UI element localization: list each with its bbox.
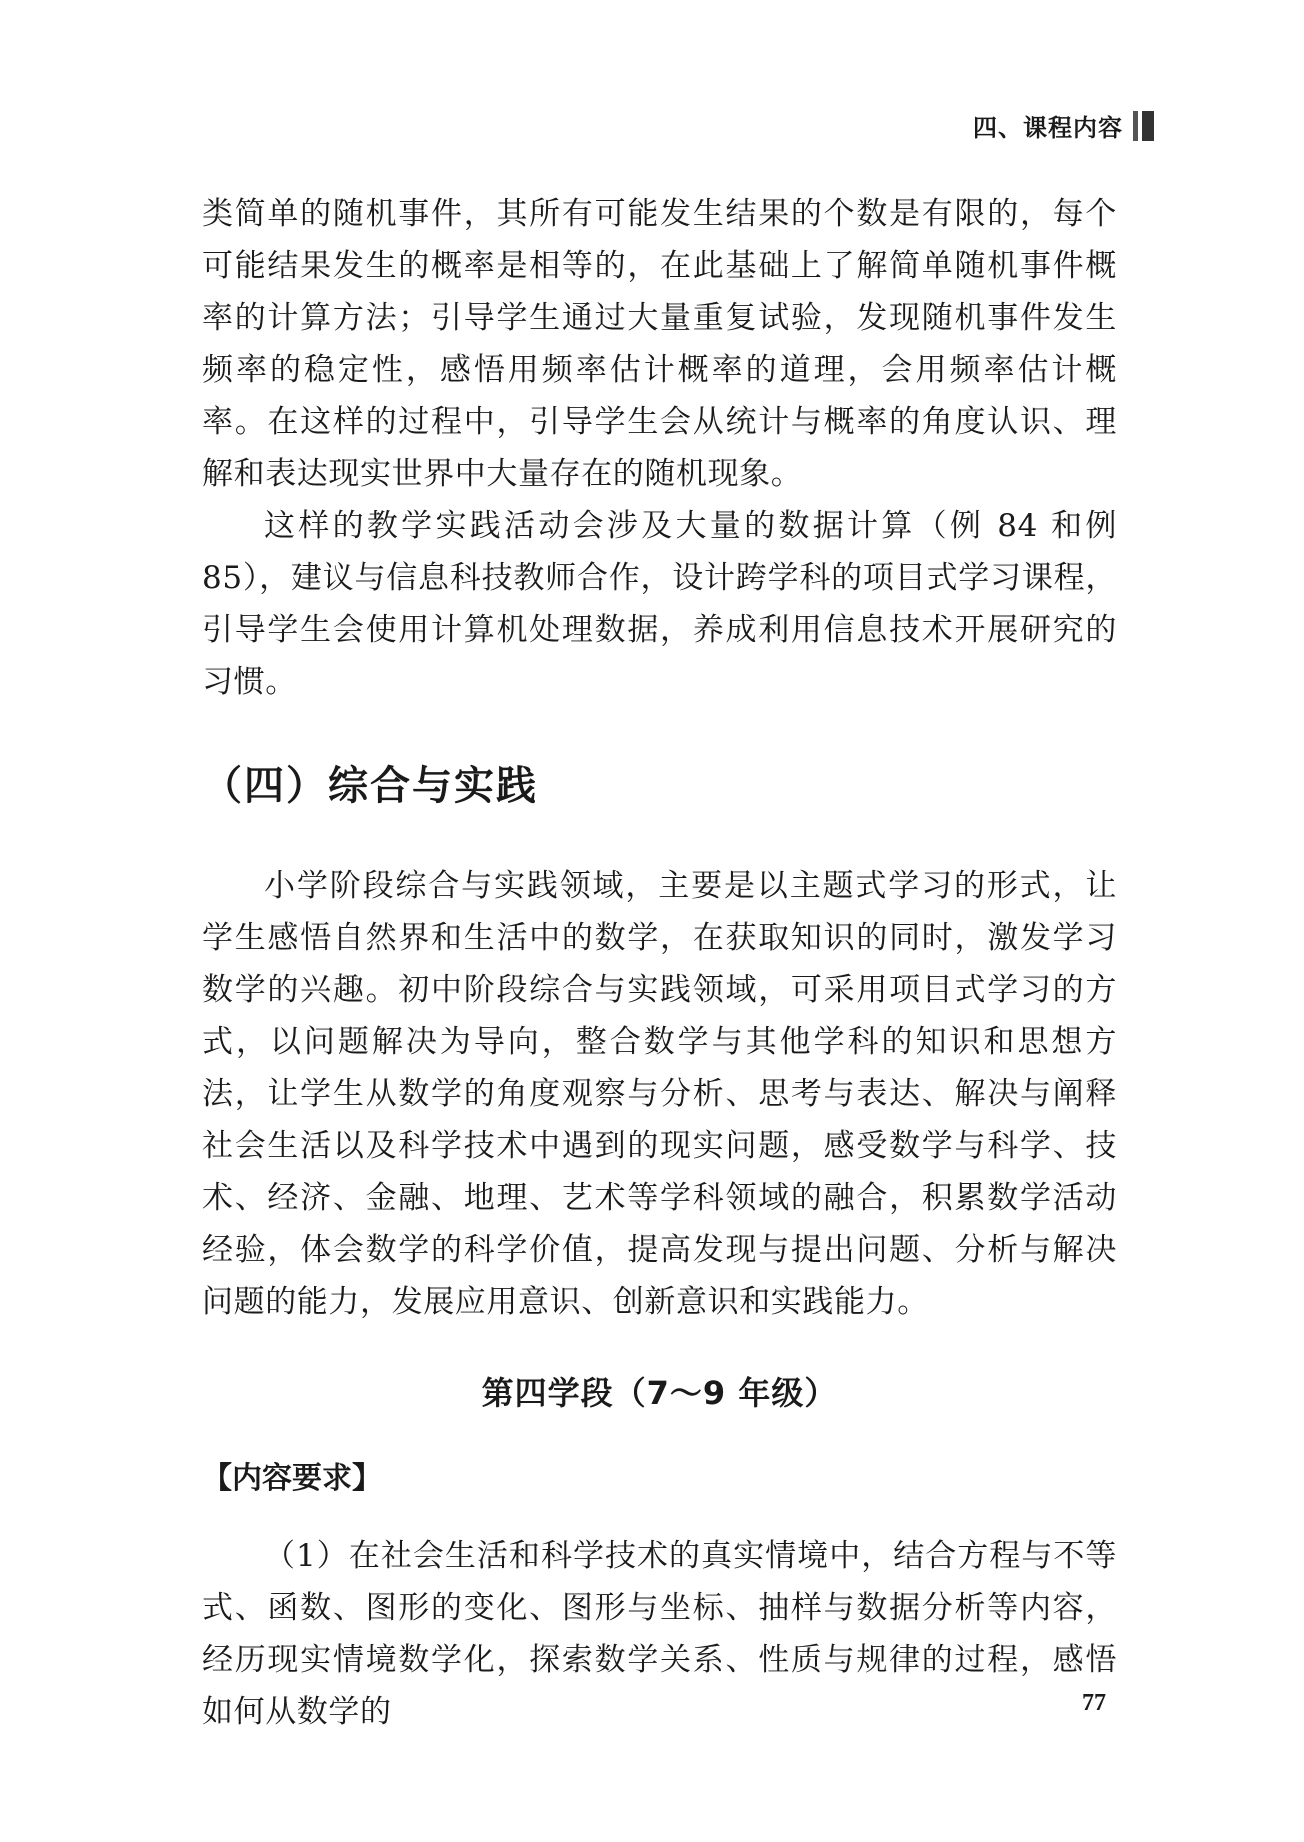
page-number: 77 [1082,1690,1106,1716]
content-requirements-heading: 【内容要求】 [202,1461,382,1496]
body-paragraph-3: 小学阶段综合与实践领域，主要是以主题式学习的形式，让学生感悟自然界和生活中的数学，在获取知识的同时，激发学习数学的兴趣。初中阶段综合与实践领域，可采用项目式学习的方式，以问题解决为导向，整合数学与其他学科的知识和思想方法，让学生从数学的角度观察与分析、思考与表达、解决与阐释社会生活以及科学技术中遇到的现实问题，感受数学与科学、技术、经济、金融、地理、艺术等学科领域的融合，积累数学活动经验，体会数学的科学价值，提高发现与提出问题、分析与解决问题的能力，发展应用意识、创新意识和实践能力。 [202,868,1117,1320]
body-paragraph-2: 这样的教学实践活动会涉及大量的数据计算（例 84 和例 85），建议与信息科技教师合作，设计跨学科的项目式学习课程，引导学生会使用计算机处理数据，养成利用信息技术开展研究的习惯。 [202,508,1117,700]
section-spacer [202,816,1117,860]
header-bar-thick [1142,111,1154,141]
header-bar-thin [1133,111,1138,141]
running-header [973,108,1154,143]
running-header-title: 四、课程内容 [973,114,1123,142]
page-body [202,188,1117,1738]
body-paragraph-4: （1）在社会生活和科学技术的真实情境中，结合方程与不等式、函数、图形的变化、图形与坐标、抽样与数据分析等内容，经历现实情境数学化，探索数学关系、性质与规律的过程，感悟如何从数学的 [202,1538,1117,1730]
section-heading: （四）综合与实践 [202,763,538,809]
body-paragraph-1: 类简单的随机事件，其所有可能发生结果的个数是有限的，每个可能结果发生的概率是相等的，在此基础上了解简单随机事件概率的计算方法；引导学生通过大量重复试验，发现随机事件发生频率的稳定性，感悟用频率估计概率的道理，会用频率估计概率。在这样的过程中，引导学生会从统计与概率的角度认识、理解和表达现实世界中大量存在的随机现象。 [202,196,1117,492]
stage-heading: 第四学段（7～9 年级） [481,1374,838,1412]
header-bar-marks [1133,111,1154,141]
